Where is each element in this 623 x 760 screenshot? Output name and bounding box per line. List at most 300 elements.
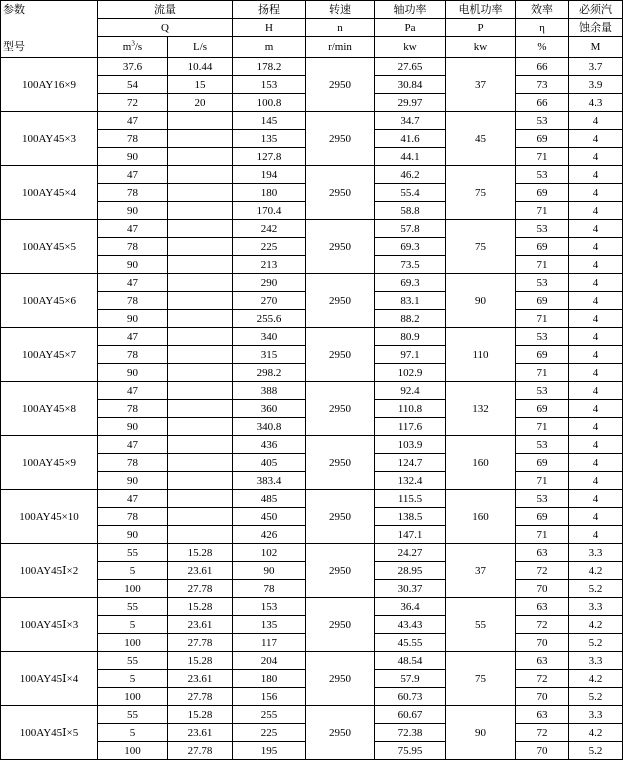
speed-header: 转速 [306,1,375,19]
flow-ls-cell: 27.78 [168,634,233,652]
motor-power-cell: 37 [446,544,516,598]
shaft-power-cell: 73.5 [375,256,446,274]
flow-header: 流量 [98,1,233,19]
flow-m3s-cell: 5 [98,724,168,742]
header-row-units [1,37,623,58]
flow-m3s-cell: 78 [98,238,168,256]
shaft-power-cell: 34.7 [375,112,446,130]
flow-m3s-cell: 5 [98,670,168,688]
npsh-cell: 4 [569,310,623,328]
shaft-power-cell: 57.9 [375,670,446,688]
npsh-cell: 4.2 [569,562,623,580]
npsh-cell: 4 [569,346,623,364]
head-cell: 153 [233,76,306,94]
flow-ls-cell: 27.78 [168,688,233,706]
npsh-cell: 4 [569,436,623,454]
flow-m3s-cell: 100 [98,634,168,652]
model-cell: 100AY45×8 [1,382,98,436]
motor-power-cell: 45 [446,112,516,166]
shaft-power-cell: 44.1 [375,148,446,166]
head-cell: 225 [233,724,306,742]
flow-symbol: Q [98,19,233,37]
efficiency-cell: 53 [516,220,569,238]
efficiency-cell: 70 [516,742,569,760]
head-cell: 117 [233,634,306,652]
shaft-power-cell: 24.27 [375,544,446,562]
head-cell: 178.2 [233,58,306,76]
npsh-cell: 4 [569,202,623,220]
header-row-symbols [1,19,623,37]
model-cell: 100AY45Ⅰ×4 [1,652,98,706]
motor-power-cell: 132 [446,382,516,436]
efficiency-cell: 53 [516,166,569,184]
efficiency-cell: 70 [516,634,569,652]
motor-power-cell: 75 [446,652,516,706]
flow-m3s-cell: 90 [98,148,168,166]
head-cell: 388 [233,382,306,400]
flow-m3s-cell: 55 [98,598,168,616]
speed-cell: 2950 [306,328,375,382]
flow-ls-cell [168,292,233,310]
head-cell: 405 [233,454,306,472]
npsh-cell: 4 [569,220,623,238]
table-row [1,544,623,562]
efficiency-cell: 71 [516,364,569,382]
head-header: 扬程 [233,1,306,19]
flow-ls-cell [168,202,233,220]
flow-m3s-cell: 54 [98,76,168,94]
head-cell: 225 [233,238,306,256]
efficiency-cell: 53 [516,328,569,346]
flow-ls-cell [168,310,233,328]
shaft-power-cell: 55.4 [375,184,446,202]
efficiency-cell: 69 [516,454,569,472]
speed-cell: 2950 [306,598,375,652]
unit-per-s: /s [134,41,143,53]
npsh-cell: 4 [569,526,623,544]
head-cell: 156 [233,688,306,706]
flow-m3s-cell: 47 [98,166,168,184]
head-cell: 315 [233,346,306,364]
npsh-cell: 4.2 [569,670,623,688]
flow-ls-cell [168,508,233,526]
head-cell: 270 [233,292,306,310]
shaft-power-cell: 83.1 [375,292,446,310]
shaft-power-cell: 92.4 [375,382,446,400]
param-label: 参数 [1,1,98,19]
flow-m3s-cell: 90 [98,256,168,274]
head-cell: 436 [233,436,306,454]
efficiency-cell: 69 [516,508,569,526]
npsh-cell: 4 [569,454,623,472]
flow-m3s-cell: 47 [98,220,168,238]
shaft-power-cell: 30.84 [375,76,446,94]
flow-m3s-cell: 78 [98,400,168,418]
motor-power-cell: 90 [446,274,516,328]
flow-ls-cell: 27.78 [168,742,233,760]
flow-ls-cell [168,184,233,202]
flow-ls-cell [168,364,233,382]
flow-m3s-cell: 47 [98,436,168,454]
efficiency-cell: 53 [516,382,569,400]
model-cell: 100AY45×9 [1,436,98,490]
npsh-cell: 3.3 [569,544,623,562]
motor-power-cell: 55 [446,598,516,652]
head-cell: 242 [233,220,306,238]
table-row [1,58,623,76]
speed-cell: 2950 [306,58,375,112]
flow-ls-cell: 23.61 [168,616,233,634]
shaft-power-cell: 30.37 [375,580,446,598]
flow-ls-cell [168,526,233,544]
npsh-header-line1: 必须汽 [569,1,623,19]
flow-ls-cell: 15.28 [168,544,233,562]
head-cell: 485 [233,490,306,508]
shaft-power-cell: 103.9 [375,436,446,454]
npsh-cell: 3.3 [569,706,623,724]
model-cell: 100AY16×9 [1,58,98,112]
shaft-power-cell: 72.38 [375,724,446,742]
shaft-power-cell: 102.9 [375,364,446,382]
npsh-cell: 4.2 [569,724,623,742]
efficiency-cell: 71 [516,472,569,490]
table-row [1,490,623,508]
speed-symbol: n [306,19,375,37]
shaft-power-symbol: Pa [375,19,446,37]
flow-m3s-cell: 90 [98,418,168,436]
flow-ls-cell: 20 [168,94,233,112]
head-unit: m [233,37,306,58]
efficiency-cell: 71 [516,256,569,274]
model-cell: 100AY45×5 [1,220,98,274]
efficiency-cell: 69 [516,400,569,418]
shaft-power-cell: 43.43 [375,616,446,634]
efficiency-cell: 53 [516,274,569,292]
npsh-cell: 4.3 [569,94,623,112]
flow-ls-cell [168,166,233,184]
head-cell: 100.8 [233,94,306,112]
efficiency-cell: 69 [516,130,569,148]
shaft-power-unit: kw [375,37,446,58]
table-row [1,652,623,670]
flow-unit-ls: L/s [168,37,233,58]
flow-m3s-cell: 55 [98,652,168,670]
model-cell: 100AY45×4 [1,166,98,220]
efficiency-cell: 71 [516,148,569,166]
npsh-cell: 4 [569,472,623,490]
flow-ls-cell [168,346,233,364]
npsh-cell: 4 [569,256,623,274]
speed-cell: 2950 [306,274,375,328]
head-cell: 290 [233,274,306,292]
efficiency-cell: 71 [516,202,569,220]
head-cell: 145 [233,112,306,130]
flow-m3s-cell: 47 [98,382,168,400]
npsh-cell: 4 [569,400,623,418]
shaft-power-cell: 58.8 [375,202,446,220]
flow-m3s-cell: 47 [98,490,168,508]
speed-cell: 2950 [306,220,375,274]
model-cell: 100AY45Ⅰ×3 [1,598,98,652]
table-row [1,706,623,724]
npsh-cell: 4.2 [569,616,623,634]
motor-power-header: 电机功率 [446,1,516,19]
shaft-power-cell: 29.97 [375,94,446,112]
shaft-power-cell: 69.3 [375,274,446,292]
table-row [1,112,623,130]
head-cell: 180 [233,670,306,688]
shaft-power-cell: 147.1 [375,526,446,544]
flow-m3s-cell: 55 [98,706,168,724]
head-symbol: H [233,19,306,37]
model-cell: 100AY45×10 [1,490,98,544]
efficiency-cell: 53 [516,490,569,508]
efficiency-symbol: η [516,19,569,37]
npsh-cell: 4 [569,148,623,166]
efficiency-cell: 72 [516,724,569,742]
flow-ls-cell: 23.61 [168,724,233,742]
npsh-cell: 4 [569,274,623,292]
efficiency-cell: 73 [516,76,569,94]
npsh-cell: 4 [569,166,623,184]
flow-m3s-cell: 5 [98,562,168,580]
npsh-cell: 5.2 [569,634,623,652]
table-row [1,220,623,238]
motor-power-cell: 75 [446,166,516,220]
flow-m3s-cell: 78 [98,454,168,472]
head-cell: 298.2 [233,364,306,382]
npsh-cell: 5.2 [569,580,623,598]
head-cell: 78 [233,580,306,598]
motor-power-cell: 110 [446,328,516,382]
head-cell: 255.6 [233,310,306,328]
speed-cell: 2950 [306,490,375,544]
efficiency-cell: 72 [516,616,569,634]
flow-m3s-cell: 47 [98,112,168,130]
shaft-power-cell: 132.4 [375,472,446,490]
head-cell: 90 [233,562,306,580]
shaft-power-cell: 124.7 [375,454,446,472]
npsh-cell: 4 [569,418,623,436]
speed-cell: 2950 [306,544,375,598]
flow-m3s-cell: 78 [98,292,168,310]
flow-ls-cell [168,472,233,490]
head-cell: 360 [233,400,306,418]
table-body [1,1,623,760]
shaft-power-cell: 41.6 [375,130,446,148]
npsh-cell: 4 [569,508,623,526]
head-cell: 426 [233,526,306,544]
flow-ls-cell [168,112,233,130]
table-row [1,274,623,292]
head-cell: 340 [233,328,306,346]
efficiency-cell: 70 [516,688,569,706]
flow-ls-cell [168,400,233,418]
npsh-cell: 3.3 [569,598,623,616]
shaft-power-cell: 88.2 [375,310,446,328]
shaft-power-cell: 110.8 [375,400,446,418]
shaft-power-cell: 27.65 [375,58,446,76]
flow-ls-cell [168,490,233,508]
flow-m3s-cell: 90 [98,472,168,490]
flow-ls-cell [168,454,233,472]
flow-m3s-cell: 100 [98,688,168,706]
param-spacer [1,19,98,37]
speed-cell: 2950 [306,652,375,706]
table-row [1,436,623,454]
flow-ls-cell [168,328,233,346]
shaft-power-cell: 36.4 [375,598,446,616]
motor-power-cell: 160 [446,436,516,490]
head-cell: 213 [233,256,306,274]
efficiency-cell: 63 [516,706,569,724]
flow-m3s-cell: 72 [98,94,168,112]
shaft-power-cell: 97.1 [375,346,446,364]
efficiency-cell: 66 [516,58,569,76]
flow-ls-cell [168,238,233,256]
flow-ls-cell: 27.78 [168,580,233,598]
head-cell: 383.4 [233,472,306,490]
efficiency-cell: 66 [516,94,569,112]
flow-m3s-cell: 78 [98,184,168,202]
npsh-cell: 3.9 [569,76,623,94]
flow-ls-cell: 15.28 [168,598,233,616]
head-cell: 102 [233,544,306,562]
efficiency-cell: 69 [516,238,569,256]
head-cell: 195 [233,742,306,760]
speed-cell: 2950 [306,436,375,490]
model-label: 型号 [1,37,98,58]
model-cell: 100AY45×7 [1,328,98,382]
efficiency-cell: 53 [516,436,569,454]
shaft-power-cell: 57.8 [375,220,446,238]
efficiency-cell: 72 [516,562,569,580]
npsh-cell: 4 [569,238,623,256]
efficiency-cell: 71 [516,526,569,544]
flow-m3s-cell: 47 [98,328,168,346]
shaft-power-cell: 69.3 [375,238,446,256]
npsh-cell: 4 [569,490,623,508]
shaft-power-cell: 115.5 [375,490,446,508]
flow-ls-cell [168,220,233,238]
flow-ls-cell: 15.28 [168,652,233,670]
motor-power-unit: kw [446,37,516,58]
flow-ls-cell [168,256,233,274]
head-cell: 170.4 [233,202,306,220]
flow-ls-cell: 15 [168,76,233,94]
flow-m3s-cell: 90 [98,526,168,544]
flow-ls-cell: 23.61 [168,562,233,580]
shaft-power-cell: 28.95 [375,562,446,580]
flow-ls-cell: 15.28 [168,706,233,724]
efficiency-cell: 71 [516,418,569,436]
head-cell: 204 [233,652,306,670]
head-cell: 194 [233,166,306,184]
table-row [1,598,623,616]
model-cell: 100AY45Ⅰ×5 [1,706,98,760]
motor-power-symbol: P [446,19,516,37]
npsh-header-line2: 蚀余量 [569,19,623,37]
npsh-cell: 4 [569,328,623,346]
efficiency-cell: 63 [516,598,569,616]
npsh-cell: 4 [569,112,623,130]
shaft-power-cell: 60.73 [375,688,446,706]
efficiency-unit: % [516,37,569,58]
speed-cell: 2950 [306,706,375,760]
motor-power-cell: 75 [446,220,516,274]
flow-m3s-cell: 37.6 [98,58,168,76]
npsh-symbol: M [569,37,623,58]
flow-m3s-cell: 5 [98,616,168,634]
motor-power-cell: 90 [446,706,516,760]
flow-m3s-cell: 90 [98,310,168,328]
head-cell: 135 [233,616,306,634]
model-cell: 100AY45Ⅰ×2 [1,544,98,598]
flow-unit-m3s [98,37,168,58]
npsh-cell: 4 [569,184,623,202]
flow-ls-cell [168,418,233,436]
flow-m3s-cell: 90 [98,364,168,382]
efficiency-cell: 69 [516,292,569,310]
flow-ls-cell: 10.44 [168,58,233,76]
npsh-cell: 4 [569,382,623,400]
npsh-cell: 4 [569,364,623,382]
flow-ls-cell [168,382,233,400]
unit-m: m [122,41,132,53]
shaft-power-cell: 48.54 [375,652,446,670]
head-cell: 135 [233,130,306,148]
npsh-cell: 5.2 [569,742,623,760]
efficiency-cell: 53 [516,112,569,130]
npsh-cell: 3.3 [569,652,623,670]
flow-ls-cell [168,436,233,454]
motor-power-cell: 37 [446,58,516,112]
speed-cell: 2950 [306,166,375,220]
model-cell: 100AY45×3 [1,112,98,166]
table-row [1,382,623,400]
flow-ls-cell [168,148,233,166]
flow-m3s-cell: 47 [98,274,168,292]
shaft-power-cell: 60.67 [375,706,446,724]
head-cell: 340.8 [233,418,306,436]
flow-m3s-cell: 90 [98,202,168,220]
head-cell: 450 [233,508,306,526]
flow-m3s-cell: 100 [98,742,168,760]
shaft-power-cell: 80.9 [375,328,446,346]
flow-m3s-cell: 100 [98,580,168,598]
shaft-power-cell: 46.2 [375,166,446,184]
table-row [1,328,623,346]
efficiency-cell: 63 [516,652,569,670]
header-row-names [1,1,623,19]
unit-superscript: 3 [131,39,135,48]
flow-ls-cell [168,274,233,292]
speed-unit: r/min [306,37,375,58]
efficiency-cell: 69 [516,184,569,202]
shaft-power-cell: 75.95 [375,742,446,760]
efficiency-header: 效率 [516,1,569,19]
head-cell: 153 [233,598,306,616]
shaft-power-header: 轴功率 [375,1,446,19]
npsh-cell: 3.7 [569,58,623,76]
speed-cell: 2950 [306,382,375,436]
speed-cell: 2950 [306,112,375,166]
head-cell: 127.8 [233,148,306,166]
flow-m3s-cell: 78 [98,346,168,364]
head-cell: 255 [233,706,306,724]
head-cell: 180 [233,184,306,202]
npsh-cell: 4 [569,130,623,148]
